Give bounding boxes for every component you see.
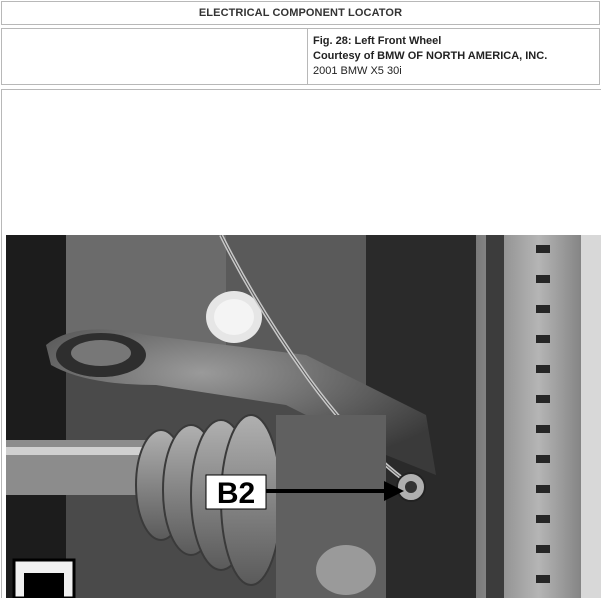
figure-info-row bbox=[1, 28, 600, 85]
figure-courtesy: Courtesy of BMW OF NORTH AMERICA, INC. bbox=[313, 50, 548, 62]
section-header bbox=[1, 1, 600, 25]
wheel-photo bbox=[6, 235, 601, 598]
figure-vehicle: 2001 BMW X5 30i bbox=[313, 65, 402, 77]
figure-caption-cell bbox=[308, 29, 599, 84]
figure-caption: Fig. 28: Left Front Wheel bbox=[313, 35, 442, 47]
info-empty-cell bbox=[2, 29, 308, 84]
section-title: ELECTRICAL COMPONENT LOCATOR bbox=[198, 7, 403, 19]
callout-label: B2 bbox=[216, 477, 256, 510]
